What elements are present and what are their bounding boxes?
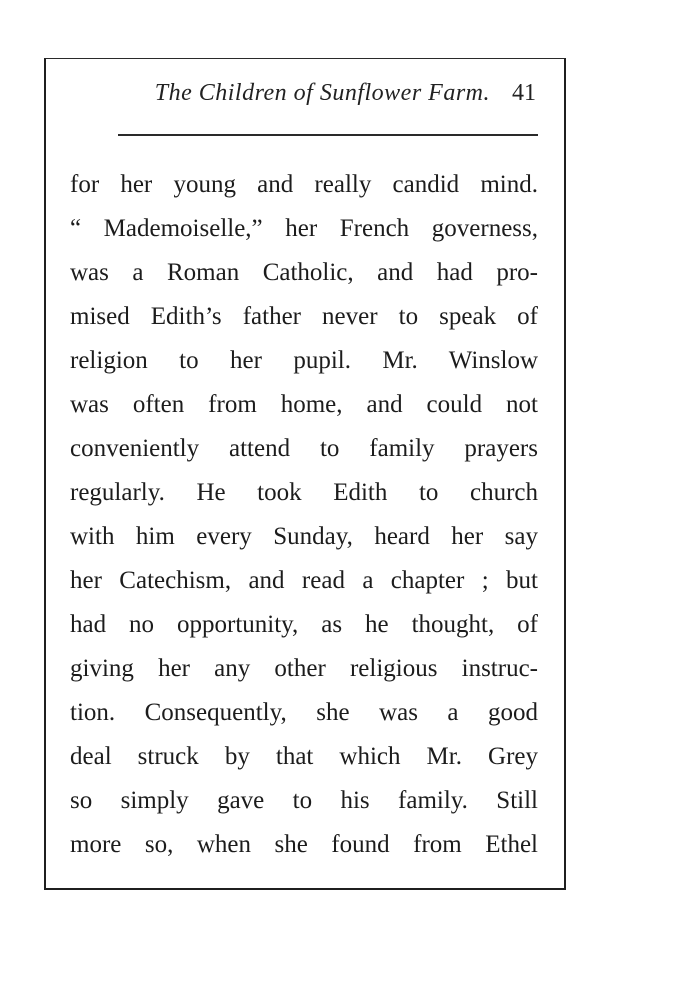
text-line: more so, when she found from Ethel (70, 831, 538, 858)
text-line: was often from home, and could not (70, 391, 538, 418)
text-line: giving her any other religious instruc- (70, 655, 538, 682)
text-line: religion to her pupil. Mr. Winslow (70, 347, 538, 374)
body-text (70, 163, 538, 867)
header-rule (118, 134, 538, 136)
text-line: her Catechism, and read a chapter ; but (70, 567, 538, 594)
running-title: The Children of Sunflower Farm. (154, 80, 490, 106)
text-line: mised Edith’s father never to speak of (70, 303, 538, 330)
running-head (60, 80, 540, 120)
text-line: conveniently attend to family prayers (70, 435, 538, 462)
text-line: “ Mademoiselle,” her French governess, (70, 215, 538, 242)
text-line: had no opportunity, as he thought, of (70, 611, 538, 638)
text-line: for her young and really candid mind. (70, 171, 538, 198)
text-line: with him every Sunday, heard her say (70, 523, 538, 550)
text-line: so simply gave to his family. Still (70, 787, 538, 814)
text-line: regularly. He took Edith to church (70, 479, 538, 506)
page-number: 41 (512, 80, 536, 106)
text-line: deal struck by that which Mr. Grey (70, 743, 538, 770)
text-line: was a Roman Catholic, and had pro- (70, 259, 538, 286)
text-line: tion. Consequently, she was a good (70, 699, 538, 726)
